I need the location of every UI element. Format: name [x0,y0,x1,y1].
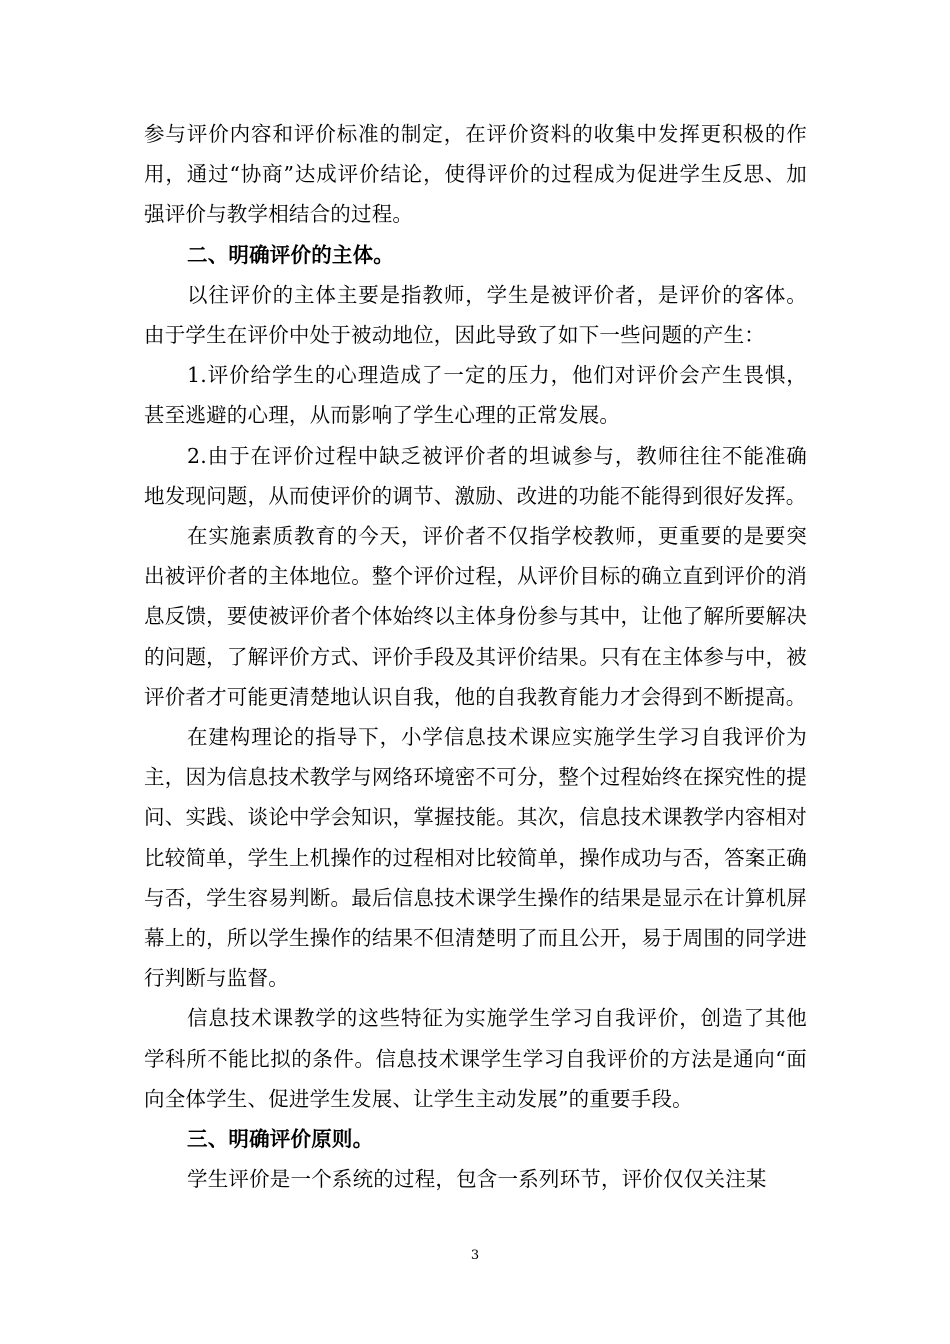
list-item-2: 2.由于在评价过程中缺乏被评价者的坦诚参与，教师往往不能准确地发现问题，从而使评价的调节、激励、改进的功能不能得到很好发挥。 [144,443,807,508]
paragraph-partial: 学生评价是一个系统的过程，包含一系列环节，评价仅仅关注某 [187,1167,767,1192]
document-body [144,114,807,1199]
paragraph-continuation: 参与评价内容和评价标准的制定，在评价资料的收集中发挥更积极的作用，通过“协商”达成评价结论，使得评价的过程成为促进学生反思、加强评价与教学相结合的过程。 [144,122,807,227]
section-heading-2: 二、明确评价的主体。 [187,242,394,267]
section-heading-3: 三、明确评价原则。 [187,1127,374,1152]
page-number: 3 [470,1248,480,1263]
paragraph: 信息技术课教学的这些特征为实施学生学习自我评价，创造了其他学科所不能比拟的条件。信息技术课学生学习自我评价的方法是通向“面向全体学生、促进学生发展、让学生主动发展”的重要手段。 [144,1006,807,1111]
paragraph: 在建构理论的指导下，小学信息技术课应实施学生学习自我评价为主，因为信息技术教学与网络环境密不可分，整个过程始终在探究性的提问、实践、谈论中学会知识，掌握技能。其次，信息技术课教学内容相对比较简单，学生上机操作的过程相对比较简单，操作成功与否，答案正确与否，学生容易判断。最后信息技术课学生操作的结果是显示在计算机屏幕上的，所以学生操作的结果不但清楚明了而且公开，易于周围的同学进行判断与监督。 [144,725,807,991]
paragraph: 以往评价的主体主要是指教师，学生是被评价者，是评价的客体。由于学生在评价中处于被动地位，因此导致了如下一些问题的产生： [144,282,807,348]
list-item-1: 1.评价给学生的心理造成了一定的压力，他们对评价会产生畏惧，甚至逃避的心理，从而影响了学生心理的正常发展。 [144,363,807,428]
paragraph: 在实施素质教育的今天，评价者不仅指学校教师，更重要的是要突出被评价者的主体地位。整个评价过程，从评价目标的确立直到评价的消息反馈，要使被评价者个体始终以主体身份参与其中，让他了解所要解决的问题，了解评价方式、评价手段及其评价结果。只有在主体参与中，被评价者才可能更清楚地认识自我，他的自我教育能力才会得到不断提高。 [144,524,807,709]
